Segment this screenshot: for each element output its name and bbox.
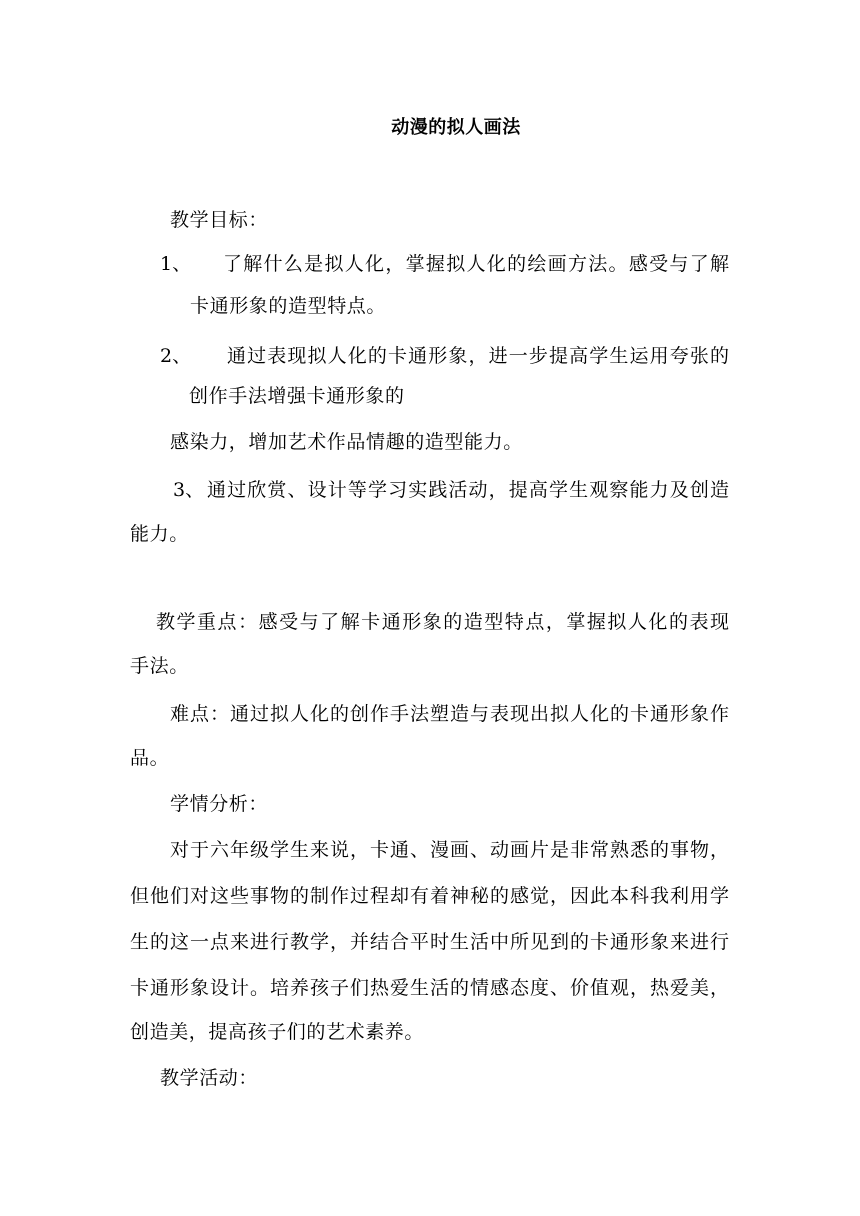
analysis-line-5: 创造美，提高孩子们的艺术素养。 (130, 1021, 425, 1043)
objective-2-line-2: 创作手法增强卡通形象的 (189, 385, 405, 407)
objective-1-line-2: 卡通形象的造型特点。 (190, 295, 387, 317)
document-title: 动漫的拟人画法 (391, 117, 521, 138)
key-point-line-2: 手法。 (130, 655, 189, 677)
analysis-line-2: 但他们对这些事物的制作过程却有着神秘的感觉，因此本科我利用学 (130, 885, 729, 907)
objective-2-number: 2、 (160, 345, 192, 367)
key-point-line-1: 教学重点：感受与了解卡通形象的造型特点，掌握拟人化的表现 (156, 611, 729, 633)
objectives-heading: 教学目标： (170, 209, 269, 231)
analysis-line-1: 对于六年级学生来说，卡通、漫画、动画片是非常熟悉的事物， (170, 839, 729, 861)
objective-1-number: 1、 (160, 253, 192, 275)
objective-2-line-1: 通过表现拟人化的卡通形象，进一步提高学生运用夸张的 (227, 345, 729, 367)
objective-3-line-2: 能力。 (130, 523, 189, 545)
activities-heading: 教学活动： (160, 1067, 259, 1089)
difficulty-line-2: 品。 (130, 747, 170, 769)
difficulty-line-1: 难点：通过拟人化的创作手法塑造与表现出拟人化的卡通形象作 (170, 703, 729, 725)
objective-2-line-3: 感染力，增加艺术作品情趣的造型能力。 (170, 431, 523, 453)
analysis-line-4: 卡通形象设计。培养孩子们热爱生活的情感态度、价值观，热爱美， (130, 977, 729, 999)
analysis-heading: 学情分析： (170, 793, 269, 815)
objective-1-line-1: 了解什么是拟人化，掌握拟人化的绘画方法。感受与了解 (223, 253, 729, 275)
analysis-line-3: 生的这一点来进行教学，并结合平时生活中所见到的卡通形象来进行 (130, 931, 729, 953)
objective-3-number: 3、 (173, 479, 205, 501)
objective-3-line-1: 通过欣赏、设计等学习实践活动，提高学生观察能力及创造 (207, 479, 729, 501)
